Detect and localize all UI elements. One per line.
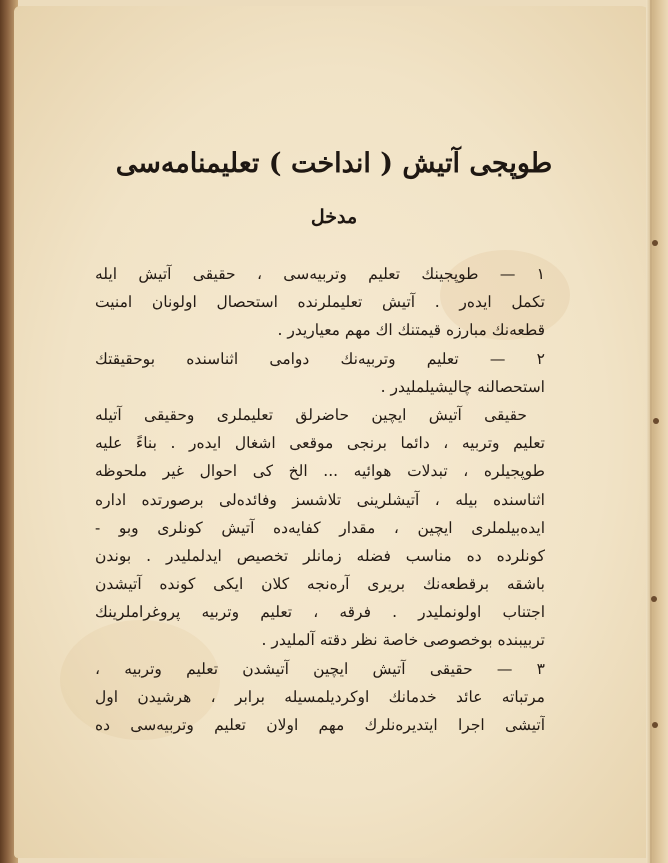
text-line: ٣ — حقیقی آتیش ایچین آتیشدن تعلیم وتربیه ، <box>95 659 545 678</box>
body-text <box>95 260 545 739</box>
text-line: طوپجیلره ، تبدلات هوائیه ... الخ كی احوال غیر ملحوظه <box>95 462 545 481</box>
text-line: اجتناب اولونملیدر . فرقه ، تعلیم وتربیه پروغراملرینك <box>95 603 545 622</box>
text-line: باشقه برقطعه‌نك بریری آره‌نجه كلان ایكی كونده آتیشدن <box>95 575 545 594</box>
text-line: حقیقی آتیش ایچین حاضرلق تعلیملری وحقیقی آتیله <box>95 405 527 424</box>
text-line: مرتباته عائد خدمانك اوكردیلمسیله برابر ، هرشیدن اول <box>95 687 545 706</box>
text-line: ایده‌بیلملری ایچین ، مقدار كفایه‌ده آتیش كونلری وبو - <box>95 518 545 537</box>
binding-hole <box>651 596 657 602</box>
text-line: كونلرده ده مناسب فضله زمانلر تخصیص ایدلملیدر . بوندن <box>95 546 545 565</box>
binding-hole <box>653 418 659 424</box>
text-line: قطعه‌نك مبارزه قیمتنك اك مهم معیاریدر . <box>277 321 545 340</box>
binding-hole <box>652 722 658 728</box>
text-line: ٢ — تعلیم وتربیه‌نك دوامی اثناسنده بوحقیقتك <box>95 349 545 368</box>
text-line: آتیشی اجرا ایتدیره‌نلرك مهم اولان تعلیم وتربیه‌سی ده <box>95 716 545 734</box>
text-line: ١ — طوپجینك تعلیم وتربیه‌سی ، حقیقی آتیش ایله <box>95 265 545 283</box>
text-line: استحصالنه چالیشیلملیدر . <box>380 377 545 396</box>
text-line: تربیبنده بوخصوصی خاصة نظر دقته آلملیدر . <box>261 631 545 650</box>
page-edge-line <box>650 0 652 863</box>
section-subtitle: مدخل <box>310 206 358 228</box>
binding-hole <box>652 240 658 246</box>
text-line: تعلیم وتربیه ، دائما برنجی موقعی اشغال ایده‌ر . بناءً علیه <box>95 434 545 453</box>
text-line: تكمل ایده‌ر . آتیش تعلیملرنده استحصال اولونان امنیت <box>95 293 545 312</box>
page-title: طوپجی آتیش ( انداخت ) تعلیمنامه‌سی <box>115 148 553 179</box>
text-line: اثناسنده بیله ، آتیشلرینی تلاشسز وفائده‌لی برصورتده اداره <box>95 490 545 509</box>
